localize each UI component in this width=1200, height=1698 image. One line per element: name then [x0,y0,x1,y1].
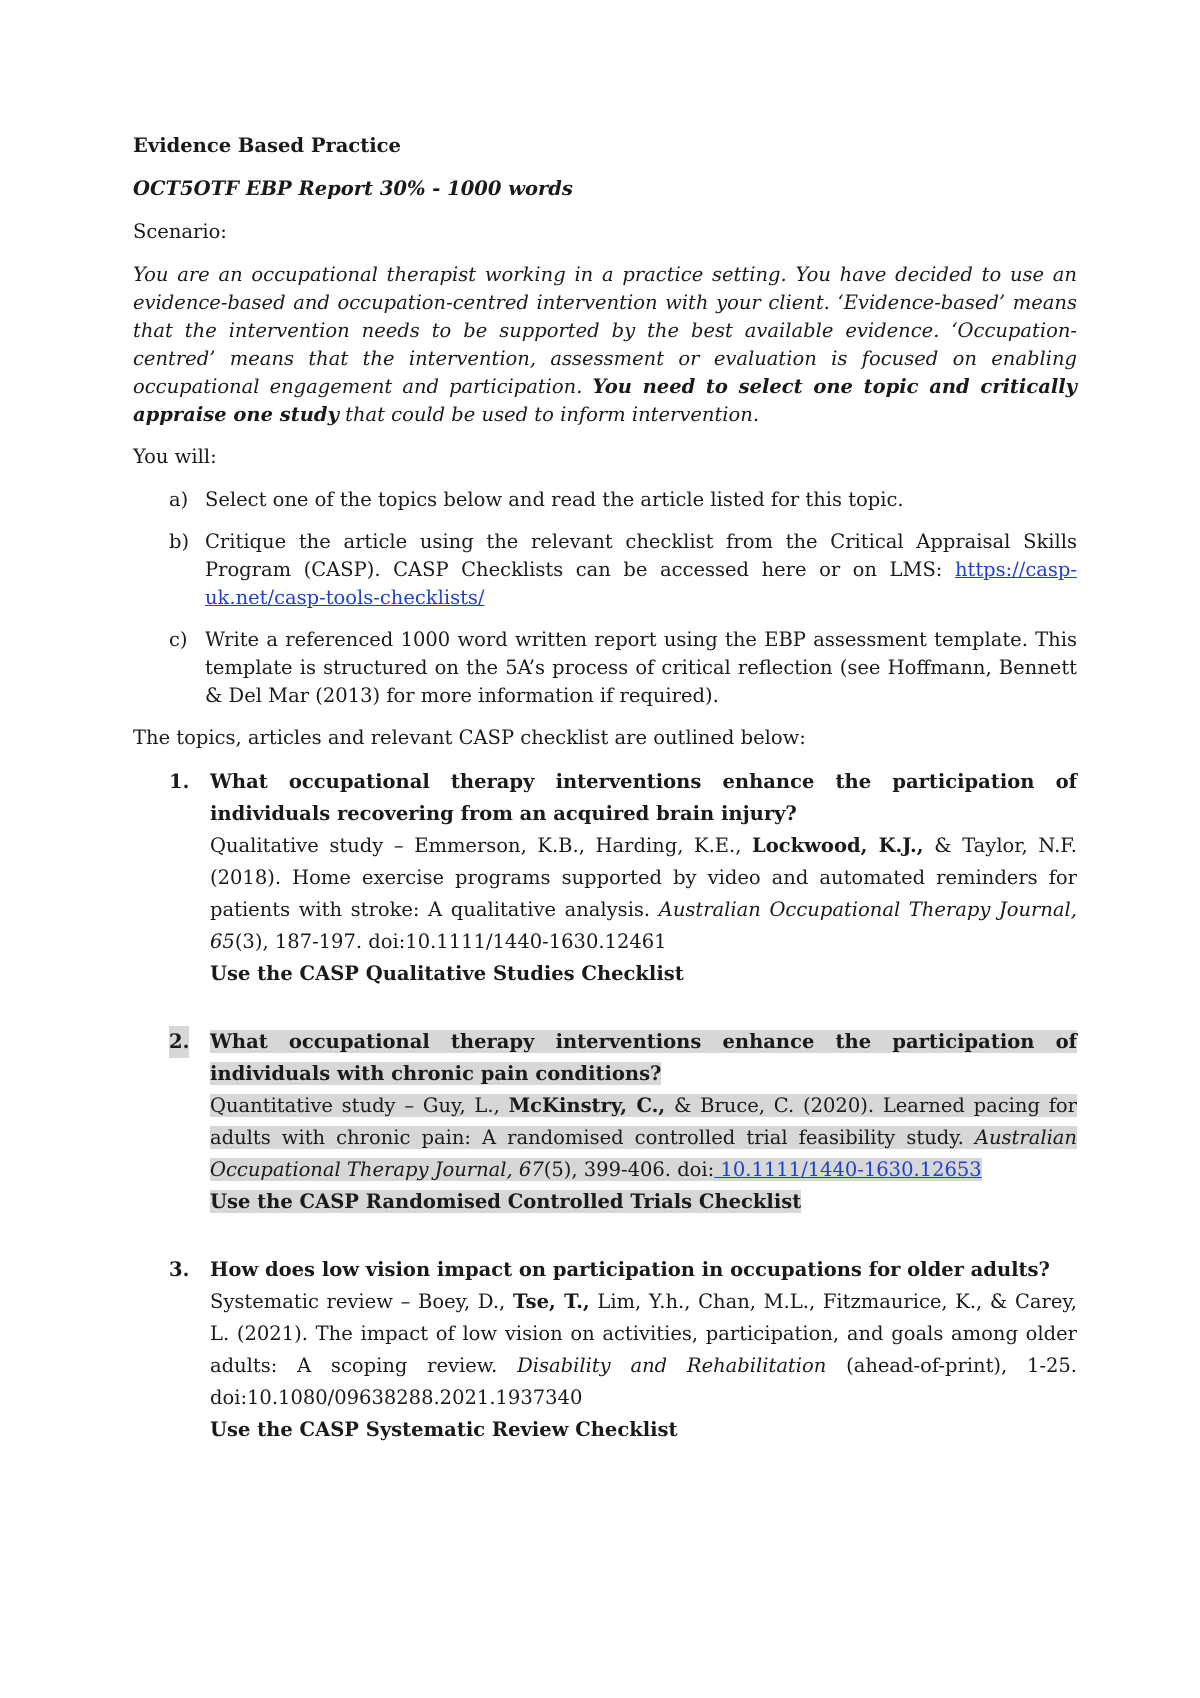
scenario-emphasis: You need to select one topic and critically appraise one study [133,375,1077,426]
scenario-paragraph [133,261,1077,429]
task-marker: c) [169,628,188,651]
reference-author-bold: Lockwood, K.J., [752,834,924,857]
reference-text: (3), 187-197. doi:10.1111/1440-1630.12461 [234,930,667,953]
checklist-label: Use the CASP Randomised Controlled Trials Checklist [210,1190,802,1213]
reference-journal: Australian Occupational Therapy Journal, 65 [210,898,1077,953]
document-subtitle: OCT5OTF EBP Report 30% - 1000 words [133,177,573,200]
task-text: Select one of the topics below and read the article listed for this topic. [205,488,904,511]
task-item [133,486,1077,514]
document-title: Evidence Based Practice [133,134,401,157]
checklist-label: Use the CASP Systematic Review Checklist [210,1418,678,1441]
doi-link[interactable]: 10.1111/1440-1630.12653 [714,1158,982,1181]
task-text: Critique the article using the relevant checklist from the Critical Appraisal Skills Program (CASP). CASP Checklists can be accessed here or on LMS: [205,530,1077,581]
topic-number: 2. [169,1026,189,1058]
reference-author-bold: McKinstry, C., [508,1094,666,1117]
reference-journal: Disability and Rehabilitation [517,1354,827,1377]
reference-author-bold: Tse, T., [512,1290,590,1313]
you-will-label: You will: [133,445,217,468]
topic-question: How does low vision impact on participation in occupations for older adults? [210,1258,1050,1281]
reference-journal: Australian Occupational Therapy Journal, 67 [210,1126,1077,1181]
task-marker: a) [169,488,189,511]
topic-item [133,1254,1077,1446]
document-body [133,132,1077,1482]
reference-text: (ahead-of-print), 1-25. doi:10.1080/09638288.2021.1937340 [210,1354,1077,1409]
reference-text: Quantitative study – Guy, L., [210,1094,509,1117]
topic-list [133,766,1077,1446]
task-list [133,486,1077,710]
topic-number: 1. [169,770,190,793]
scenario-label: Scenario: [133,220,227,243]
task-item [133,528,1077,612]
reference-text: Lim, Y.h., Chan, M.L., Fitzmaurice, K., & Carey, L. (2021). The impact of low vision on activities, participation, and goals among older adults: A scoping review. [210,1290,1078,1377]
casp-checklists-link[interactable]: https://casp-uk.net/casp-tools-checklists/ [205,558,1077,609]
reference-text: (5), 399-406. doi: [543,1158,715,1181]
task-text: Write a referenced 1000 word written report using the EBP assessment template. This template is structured on the 5A’s process of critical reflection (see Hoffmann, Bennett & Del Mar (2013) for more information if required). [205,628,1077,707]
topic-question: What occupational therapy interventions enhance the participation of individuals recovering from an acquired brain injury? [210,770,1077,825]
topic-item-highlighted [133,1026,1077,1218]
reference-text: Systematic review – Boey, D., [210,1290,513,1313]
scenario-text-end: that could be used to inform intervention. [338,403,760,426]
reference-text: & Bruce, C. (2020). Learned pacing for adults with chronic pain: A randomised controlled trial feasibility study. [210,1094,1077,1149]
topic-number: 3. [169,1258,190,1281]
topic-item [133,766,1077,990]
topics-intro: The topics, articles and relevant CASP checklist are outlined below: [133,726,806,749]
reference-text: & Taylor, N.F. (2018). Home exercise programs supported by video and automated reminders for patients with stroke: A qualitative analysis. [210,834,1077,921]
task-item [133,626,1077,710]
topic-question: What occupational therapy interventions enhance the participation of individuals with chronic pain conditions? [210,1030,1077,1085]
reference-text: Qualitative study – Emmerson, K.B., Harding, K.E., [210,834,753,857]
checklist-label: Use the CASP Qualitative Studies Checklist [210,962,684,985]
scenario-text: You are an occupational therapist working in a practice setting. You have decided to use an evidence-based and occupation-centred intervention with your client. ‘Evidence-based’ means that the intervention needs to be supported by the best available evidence. ‘Occupation-centred’ means that the intervention, assessment or evaluation is focused on enabling occupational engagement and participation. [133,263,1077,398]
task-marker: b) [169,530,190,553]
